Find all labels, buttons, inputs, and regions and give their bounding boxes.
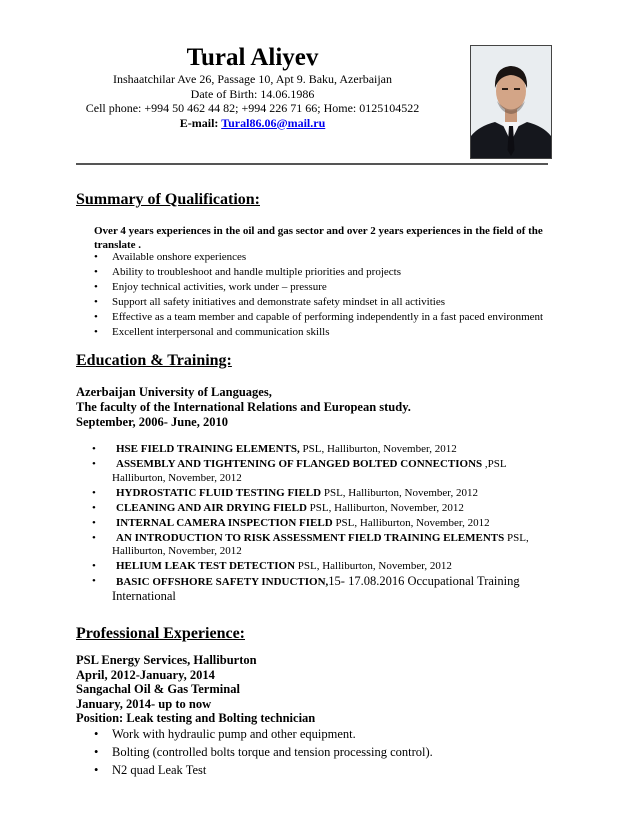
employment-period: April, 2012-January, 2014 — [76, 667, 215, 682]
list-item: • Ability to troubleshoot and handle multiple priorities and projects — [94, 265, 543, 280]
course-title: HELIUM LEAK TEST DETECTION — [116, 560, 296, 572]
course-title: AN INTRODUCTION TO RISK ASSESSMENT FIELD TRAINING ELEMENTS — [116, 531, 505, 544]
list-item: • Support all safety initiatives and demonstrate safety mindset in all activities — [94, 295, 543, 310]
list-item: • Bolting (controlled bolts torque and tension processing control). — [94, 743, 433, 761]
list-item: • Effective as a team member and capable of performing independently in a fast paced environment — [94, 310, 543, 325]
list-item — [92, 517, 552, 531]
university-name: Azerbaijan University of Languages, — [76, 385, 272, 399]
email-label: E-mail: — [179, 115, 219, 130]
course-detail: PSL, Halliburton, November, 2012 — [295, 560, 452, 572]
course-detail: PSL, Halliburton, November, 2012 — [332, 516, 490, 529]
list-item: • Enjoy technical activities, work under – pressure — [94, 280, 543, 295]
course-detail: PSL, Halliburton, November, 2012 — [112, 531, 529, 557]
course-title: HYDROSTATIC FLUID TESTING FIELD — [116, 486, 322, 499]
list-item — [92, 458, 552, 485]
address: Inshaatchilar Ave 26, Passage 10, Apt 9. Baku, Azerbaijan — [112, 72, 393, 86]
contact-header — [80, 44, 425, 130]
list-item: • N2 quad Leak Test — [94, 761, 433, 779]
course-detail: 15- 17.08.2016 Occupational Training International — [112, 574, 520, 603]
list-item: • Available onshore experiences — [94, 250, 543, 265]
list-item — [92, 532, 552, 559]
faculty-name: The faculty of the International Relations and European study. — [76, 400, 411, 414]
course-detail: ,PSL Halliburton, November, 2012 — [112, 458, 507, 484]
list-item — [92, 443, 552, 457]
course-detail: PSL, Halliburton, November, 2012 — [306, 501, 464, 514]
study-period: September, 2006- June, 2010 — [76, 415, 228, 429]
list-item — [92, 575, 552, 604]
header-divider — [76, 163, 548, 165]
course-title: BASIC OFFSHORE SAFETY INDUCTION, — [116, 576, 329, 588]
position-title: Position: Leak testing and Bolting technician — [76, 711, 316, 725]
training-list — [92, 443, 552, 606]
course-title: HSE FIELD TRAINING ELEMENTS, — [116, 443, 300, 455]
profile-photo — [470, 45, 552, 159]
email-line — [80, 116, 425, 131]
list-item — [92, 487, 552, 501]
date-of-birth: Date of Birth: 14.06.1986 — [190, 86, 315, 101]
company-name: PSL Energy Services, Halliburton — [76, 653, 257, 667]
employment-period: January, 2014- up to now — [76, 696, 212, 711]
list-item — [92, 560, 552, 574]
course-title: INTERNAL CAMERA INSPECTION FIELD — [116, 516, 333, 529]
summary-list — [94, 250, 543, 340]
list-item — [92, 502, 552, 516]
experience-title: Professional Experience: — [76, 625, 246, 642]
phone-numbers: Cell phone: +994 50 462 44 82; +994 226 71 66; Home: 0125104522 — [85, 101, 420, 115]
experience-details — [76, 653, 315, 726]
education-details — [76, 385, 411, 430]
candidate-name: Tural Aliyev — [186, 44, 319, 71]
course-detail: PSL, Halliburton, November, 2012 — [299, 443, 457, 455]
duties-list — [94, 725, 433, 779]
list-item: • Work with hydraulic pump and other equipment. — [94, 725, 433, 743]
email-link[interactable]: Tural86.06@mail.ru — [221, 115, 326, 130]
course-title: ASSEMBLY AND TIGHTENING OF FLANGED BOLTED CONNECTIONS — [116, 458, 483, 470]
course-title: CLEANING AND AIR DRYING FIELD — [116, 501, 307, 514]
list-item: • Excellent interpersonal and communication skills — [94, 325, 543, 340]
course-detail: PSL, Halliburton, November, 2012 — [321, 486, 478, 499]
work-site: Sangachal Oil & Gas Terminal — [76, 682, 240, 696]
education-title: Education & Training: — [76, 352, 232, 369]
summary-title: Summary of Qualification: — [76, 191, 260, 208]
summary-intro: Over 4 years experiences in the oil and gas sector and over 2 years experiences in the field of the translate . — [94, 225, 543, 251]
